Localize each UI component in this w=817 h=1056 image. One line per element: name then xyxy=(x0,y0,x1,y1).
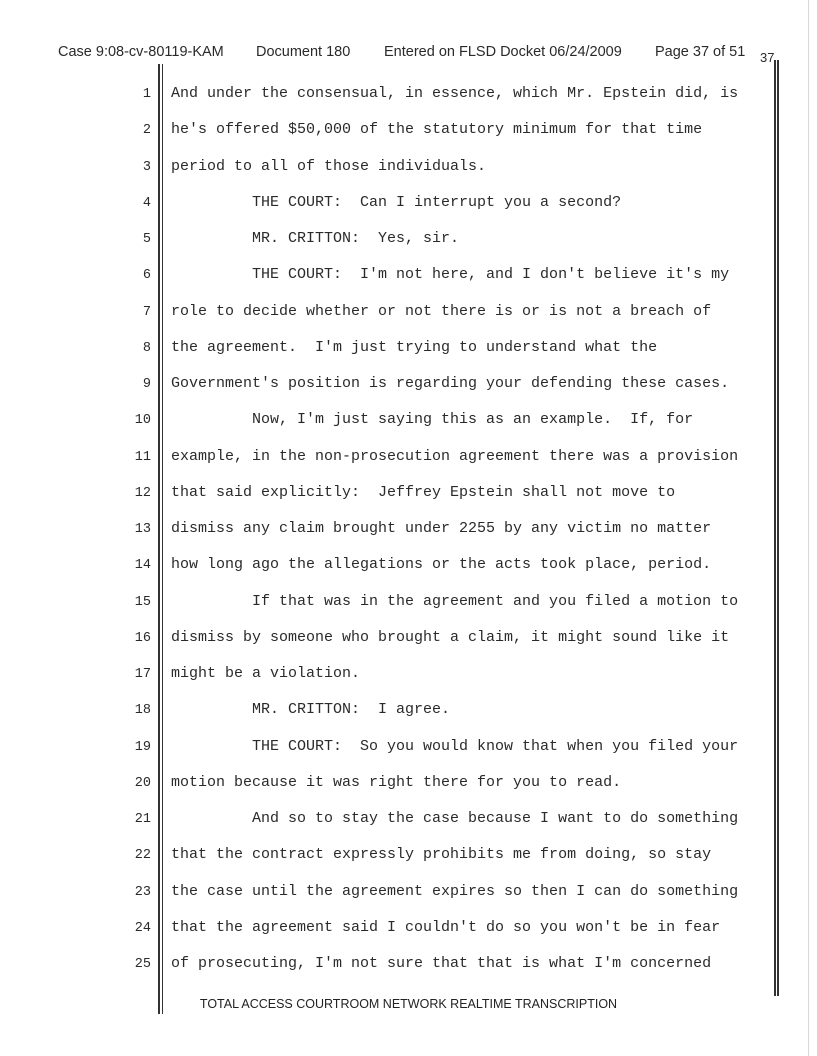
docket-entry-date: Entered on FLSD Docket 06/24/2009 xyxy=(384,44,622,60)
transcript-line xyxy=(0,445,817,469)
line-number: 14 xyxy=(134,558,151,574)
line-number: 12 xyxy=(134,485,151,501)
transcript-line xyxy=(0,880,817,904)
line-text: THE COURT: So you would know that when you filed your xyxy=(171,737,739,755)
line-text: that the agreement said I couldn't do so you won't be in fear xyxy=(171,918,721,936)
line-number: 11 xyxy=(134,449,151,465)
line-text: might be a violation. xyxy=(171,665,361,682)
line-text: of prosecuting, I'm not sure that that is what I'm concerned xyxy=(171,955,712,972)
case-number: Case 9:08-cv-80119-KAM xyxy=(58,44,224,60)
docket-header xyxy=(58,44,798,64)
line-text: he's offered $50,000 of the statutory minimum for that time xyxy=(171,121,703,139)
transcript-line xyxy=(0,735,817,759)
transcript-line xyxy=(0,952,817,976)
line-text: that said explicitly: Jeffrey Epstein shall not move to xyxy=(171,483,676,501)
line-number: 21 xyxy=(134,812,151,827)
line-text: MR. CRITTON: I agree. xyxy=(171,701,451,719)
line-text: And under the consensual, in essence, which Mr. Epstein did, is xyxy=(171,85,739,102)
line-number: 10 xyxy=(134,413,151,429)
transcript-line xyxy=(0,698,817,722)
transcript-line xyxy=(0,481,817,505)
line-number: 5 xyxy=(142,232,151,247)
line-number: 16 xyxy=(134,630,151,646)
line-text: Government's position is regarding your defending these cases. xyxy=(171,375,730,392)
line-number: 25 xyxy=(134,957,151,972)
transcript-line xyxy=(0,191,817,215)
transcript-line xyxy=(0,82,817,106)
transcript-line xyxy=(0,372,817,396)
document-number: Document 180 xyxy=(256,44,351,60)
line-text: THE COURT: Can I interrupt you a second? xyxy=(171,193,622,211)
line-number: 20 xyxy=(134,775,151,791)
transcript-line xyxy=(0,118,817,142)
transcript-line xyxy=(0,590,817,614)
line-text: And so to stay the case because I want to do something xyxy=(171,810,739,827)
page-count: Page 37 of 51 xyxy=(655,44,746,60)
transcript-line xyxy=(0,807,817,831)
line-number: 18 xyxy=(134,703,151,719)
transcript-line xyxy=(0,336,817,360)
line-number: 24 xyxy=(134,920,151,936)
line-text: MR. CRITTON: Yes, sir. xyxy=(171,230,460,247)
line-text: how long ago the allegations or the acts took place, period. xyxy=(171,556,712,574)
transcript-page-number: 37 xyxy=(760,50,775,65)
transcription-footer: TOTAL ACCESS COURTROOM NETWORK REALTIME TRANSCRIPTION xyxy=(199,997,618,1011)
line-number: 17 xyxy=(134,667,151,682)
transcript-line xyxy=(0,916,817,940)
line-number: 22 xyxy=(134,848,151,864)
line-text: Now, I'm just saying this as an example. If, for xyxy=(171,411,694,429)
line-number: 23 xyxy=(134,884,151,900)
line-text: the case until the agreement expires so then I can do something xyxy=(171,882,739,900)
line-text: that the contract expressly prohibits me from doing, so stay xyxy=(171,846,712,864)
line-number: 8 xyxy=(142,340,151,356)
line-number: 2 xyxy=(142,123,151,139)
line-text: period to all of those individuals. xyxy=(171,157,487,175)
transcript-line xyxy=(0,227,817,251)
transcript-line xyxy=(0,662,817,686)
line-number: 4 xyxy=(142,195,151,211)
line-text: example, in the non-prosecution agreement there was a provision xyxy=(171,447,739,465)
line-text: THE COURT: I'm not here, and I don't believe it's my xyxy=(171,266,730,284)
transcript-line xyxy=(0,263,817,287)
line-number: 3 xyxy=(142,159,151,175)
line-number: 6 xyxy=(142,268,151,284)
line-text: dismiss any claim brought under 2255 by any victim no matter xyxy=(171,520,712,537)
transcript-line xyxy=(0,626,817,650)
transcript-line xyxy=(0,155,817,179)
line-number: 15 xyxy=(134,594,151,610)
transcript-line xyxy=(0,771,817,795)
line-number: 7 xyxy=(142,304,151,320)
line-text: the agreement. I'm just trying to understand what the xyxy=(171,338,658,356)
line-text: motion because it was right there for you to read. xyxy=(171,773,622,791)
transcript-line xyxy=(0,408,817,432)
line-number: 9 xyxy=(142,377,151,392)
transcript-line xyxy=(0,553,817,577)
line-number: 13 xyxy=(134,522,151,537)
transcript-line xyxy=(0,843,817,867)
line-text: role to decide whether or not there is or is not a breach of xyxy=(171,302,712,320)
transcript-line xyxy=(0,300,817,324)
line-number: 1 xyxy=(142,87,151,102)
line-text: dismiss by someone who brought a claim, it might sound like it xyxy=(171,628,730,646)
line-number: 19 xyxy=(134,739,151,755)
line-text: If that was in the agreement and you filed a motion to xyxy=(171,592,739,610)
transcript-line xyxy=(0,517,817,541)
